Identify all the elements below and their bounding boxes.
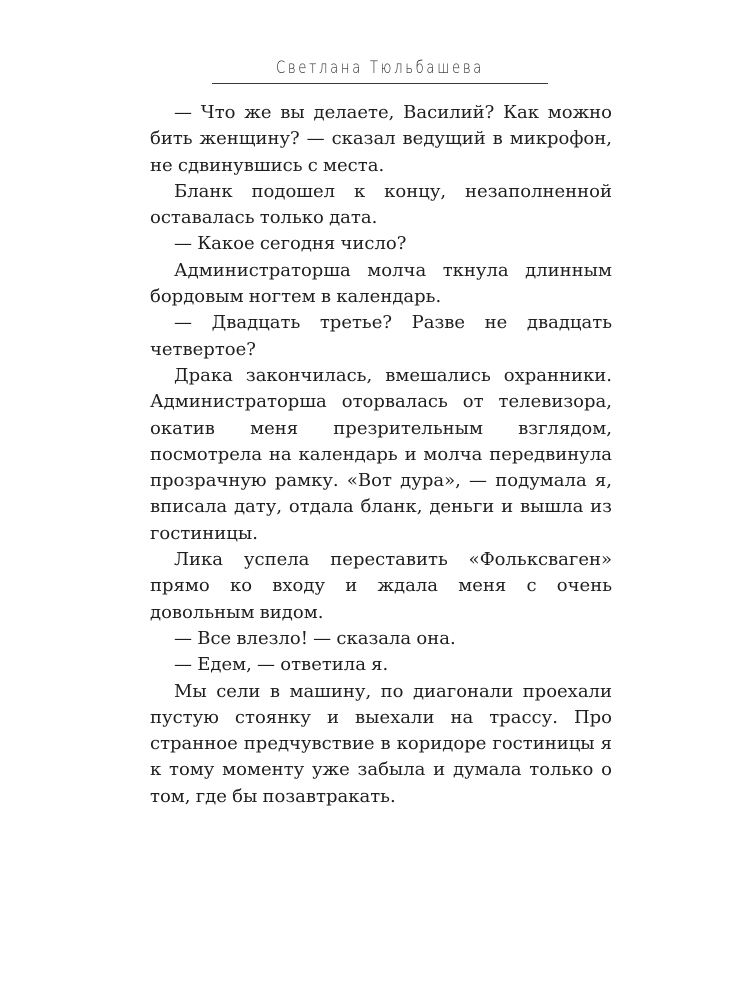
running-header-author: Светлана Тюльбашева	[275, 58, 485, 78]
paragraph-9: — Едем, — ответила я.	[174, 654, 389, 676]
header-rule	[212, 83, 548, 84]
paragraph-1: — Что же вы делаете, Василий? Как можно бить женщину? — сказал ведущий в микрофон, не сдвинувшись с места.	[150, 102, 612, 176]
paragraph-6: Драка закончилась, вмешались охранники. Администраторша оторвалась от телевизора, окатив меня презрительным взглядом, посмотрела на календарь и молча передвинула прозрачную рамку. «Вот дура», — подумала я, вписала дату, отдала бланк, деньги и вышла из гостиницы.	[150, 364, 612, 544]
paragraph-10: Мы сели в машину, по диагонали проехали пустую стоянку и выехали на трассу. Про странное предчувствие в коридоре гостиницы я к тому моменту уже забыла и думала только о том, где бы позавтракать.	[150, 680, 612, 807]
body-text	[150, 100, 612, 810]
paragraph-3: — Какое сегодня число?	[174, 233, 407, 255]
paragraph-4: Администраторша молча ткнула длинным бордовым ногтем в календарь.	[150, 259, 612, 308]
paragraph-7: Лика успела переставить «Фольксваген» прямо ко входу и ждала меня с очень довольным видом.	[150, 549, 612, 623]
running-header	[212, 58, 548, 84]
paragraph-2: Бланк подошел к концу, незаполненной оставалась только дата.	[150, 180, 612, 229]
paragraph-5: — Двадцать третье? Разве не двадцать четвертое?	[150, 312, 612, 360]
paragraph-8: — Все влезло! — сказала она.	[174, 627, 456, 649]
